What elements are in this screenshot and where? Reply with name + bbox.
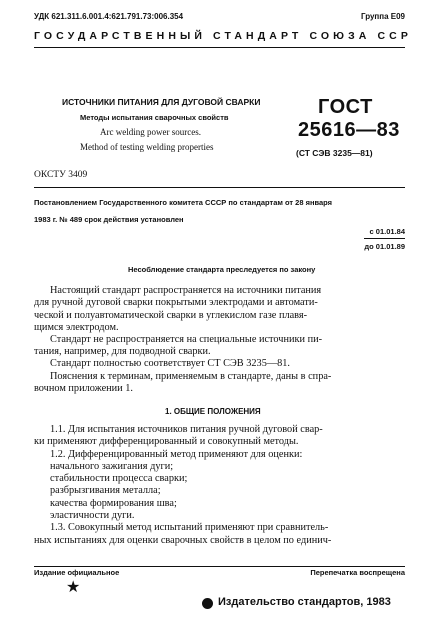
intro-paragraph-exclusion [34, 334, 322, 359]
decree-line: 1983 г. № 489 срок действия установлен [34, 215, 184, 224]
text-line: щимся электродом. [34, 321, 119, 333]
okstu-code: ОКСТУ 3409 [34, 170, 88, 180]
document-subtitle-ru: Методы испытания сварочных свойств [80, 113, 229, 122]
legal-warning: Несоблюдение стандарта преследуется по закону [128, 265, 316, 274]
text-line: Настоящий стандарт распространяется на источники питания [50, 285, 322, 296]
text-line: 1.2. Дифференцированный метод применяют для оценки: [50, 448, 303, 460]
publisher-line: Издательство стандартов, 1983 [218, 596, 391, 608]
section-heading: 1. ОБЩИЕ ПОЛОЖЕНИЯ [165, 407, 261, 416]
document-subtitle-en: Method of testing welding properties [80, 142, 214, 152]
gost-number: 25616—83 [298, 119, 400, 141]
reprint-note: Перепечатка воспрещена [310, 568, 405, 577]
text-line: вочном приложении 1. [34, 383, 133, 395]
text-line: для ручной дуговой сварки покрытыми электродами и автомати- [34, 297, 318, 309]
text-line: 1.1. Для испытания источников питания ручной дуговой свар- [50, 424, 323, 435]
intro-paragraph-scope [34, 285, 321, 334]
decree-text [34, 194, 332, 228]
middle-divider [34, 187, 405, 188]
validity-to: до 01.01.89 [364, 238, 405, 253]
cmea-reference: (СТ СЭВ 3235—81) [296, 148, 373, 158]
list-item: эластичности дуги. [50, 510, 135, 522]
list-item: стабильности процесса сварки; [50, 473, 188, 485]
publisher-logo-icon [202, 598, 213, 609]
validity-period [364, 225, 405, 253]
document-title-en: Arc welding power sources. [100, 127, 201, 137]
list-item: качества формирования шва; [50, 497, 177, 509]
text-line: Стандарт не распространяется на специальные источники пи- [50, 334, 323, 345]
text-line: ческой и полуавтоматической сварки в углекислом газе плавя- [34, 309, 308, 321]
udk-code: УДК 621.311.6.001.4:621.791.73:006.354 [34, 12, 184, 21]
decree-line: Постановлением Государственного комитета СССР по стандартам от 28 января [34, 198, 333, 207]
state-standard-heading: ГОСУДАРСТВЕННЫЙ СТАНДАРТ СОЮЗА ССР [34, 30, 412, 42]
document-title-ru: ИСТОЧНИКИ ПИТАНИЯ ДЛЯ ДУГОВОЙ СВАРКИ [62, 97, 261, 107]
gost-label: ГОСТ [318, 96, 373, 118]
text-line: тания, например, для подводной сварки. [34, 346, 211, 358]
text-line: ки применяют дифференцированный и совокупный методы. [34, 436, 299, 448]
list-item: разбрызгивания металла; [50, 485, 161, 497]
bottom-divider [34, 566, 405, 567]
text-line: 1.3. Совокупный метод испытаний применяют при сравнитель- [50, 522, 329, 534]
group-code: Группа Е09 [360, 12, 405, 21]
star-icon: ★ [66, 579, 81, 596]
section-body [34, 424, 331, 547]
intro-paragraph-compliance [34, 358, 290, 370]
text-line: Пояснения к терминам, применяемым в стандарте, даны в спра- [50, 371, 332, 382]
intro-paragraph-terms [34, 371, 331, 396]
validity-from: с 01.01.84 [369, 227, 405, 236]
text-line: Стандарт полностью соответствует СТ СЭВ 3235—81. [50, 358, 291, 369]
list-item: начального зажигания дуги; [50, 460, 174, 472]
text-line: ных испытаниях для оценки сварочных свойств в целом по единич- [34, 534, 332, 546]
edition-note: Издание официальное [34, 568, 120, 577]
top-divider [34, 47, 405, 48]
